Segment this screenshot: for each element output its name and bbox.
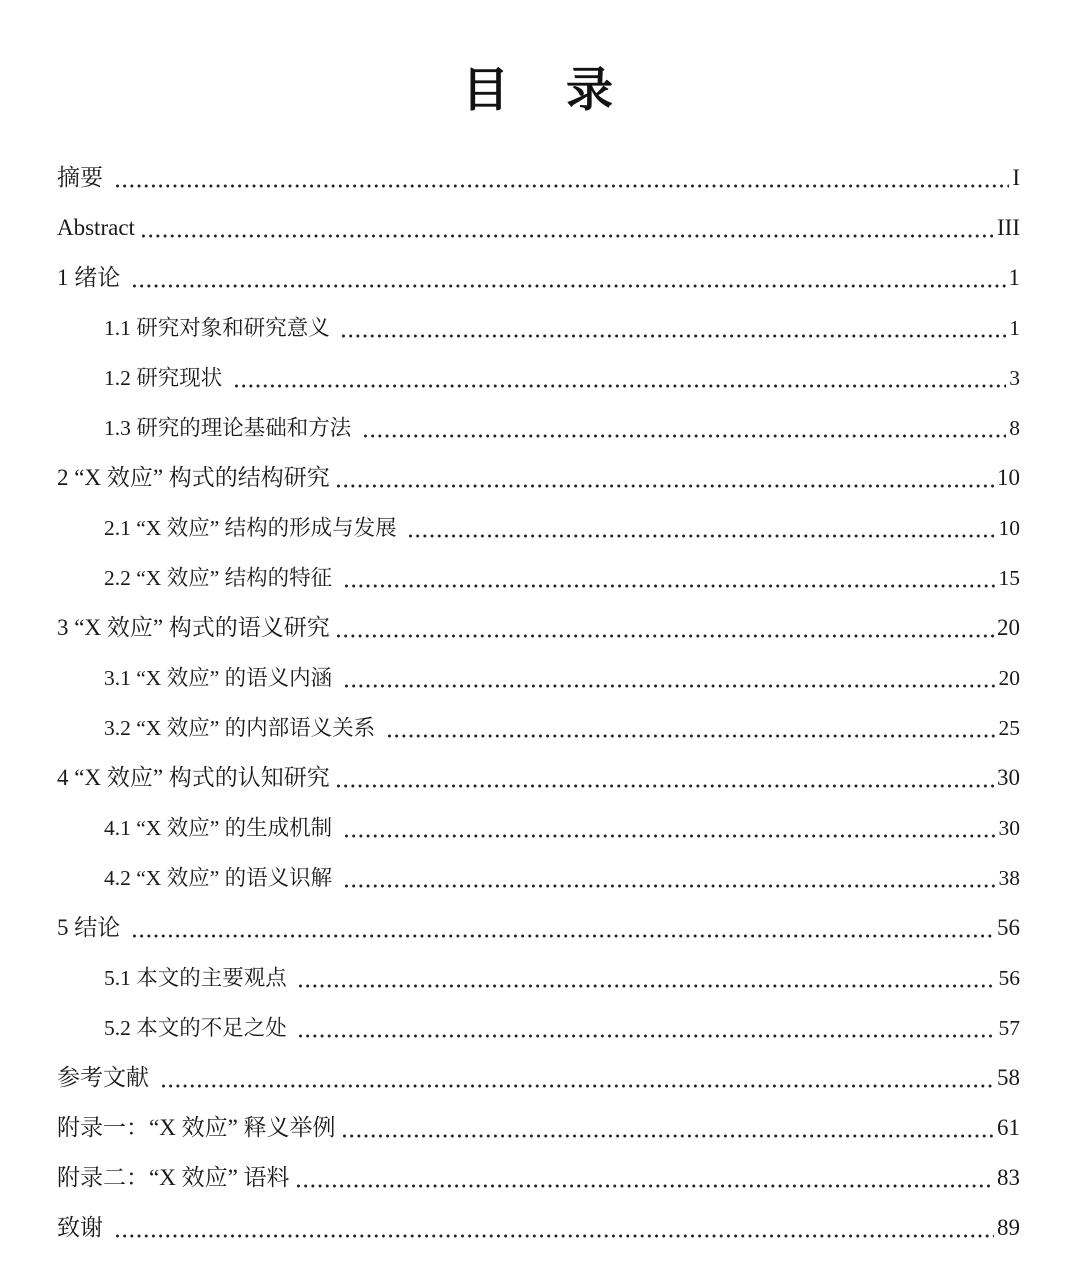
toc-entry-page-number: 30	[998, 816, 1020, 840]
toc-entry	[57, 1153, 1020, 1203]
toc-entry-label: Abstract	[57, 215, 135, 240]
toc-leader-dots	[299, 984, 995, 988]
toc-entry	[57, 253, 1020, 303]
toc-entry-label: 5.2 本文的不足之处	[104, 1016, 293, 1040]
toc-entry	[57, 903, 1020, 953]
toc-entry-page-number: 1	[1008, 265, 1020, 290]
toc-leader-dots	[142, 234, 994, 238]
toc-leader-dots	[162, 1084, 994, 1088]
toc-entry	[57, 403, 1020, 453]
toc-leader-dots	[342, 334, 1006, 338]
toc-leader-dots	[133, 934, 994, 938]
toc-leader-dots	[299, 1034, 995, 1038]
toc-entry	[57, 703, 1020, 753]
toc-leader-dots	[364, 434, 1007, 438]
toc-entry	[57, 853, 1020, 903]
toc-entry-label: 参考文献	[57, 1065, 155, 1090]
toc-entry-label: 附录一：“X 效应” 释义举例	[57, 1115, 336, 1140]
toc-leader-dots	[133, 284, 1006, 288]
toc-entry-page-number: 20	[998, 666, 1020, 690]
toc-entry-label: 5 结论	[57, 915, 126, 940]
toc-entry	[57, 1103, 1020, 1153]
toc-entry-page-number: I	[1012, 165, 1020, 190]
toc-entry-page-number: 89	[997, 1215, 1020, 1240]
toc-entry-page-number: 25	[998, 716, 1020, 740]
toc-entry	[57, 153, 1020, 203]
toc-entry-label: 4.1 “X 效应” 的生成机制	[104, 816, 338, 840]
toc-entry-label: 3 “X 效应” 构式的语义研究	[57, 615, 330, 640]
toc-entry-label: 摘要	[57, 165, 109, 190]
toc-leader-dots	[343, 1134, 994, 1138]
toc-entry-page-number: 15	[998, 566, 1020, 590]
toc-list	[57, 153, 1020, 1253]
toc-entry-page-number: 10	[998, 516, 1020, 540]
toc-leader-dots	[235, 384, 1007, 388]
toc-entry-page-number: 56	[997, 915, 1020, 940]
toc-entry	[57, 1053, 1020, 1103]
toc-entry-label: 3.1 “X 效应” 的语义内涵	[104, 666, 338, 690]
toc-entry	[57, 303, 1020, 353]
page-title: 目 录	[461, 63, 616, 116]
toc-entry-page-number: 61	[997, 1115, 1020, 1140]
toc-entry	[57, 1003, 1020, 1053]
toc-entry	[57, 803, 1020, 853]
toc-leader-dots	[116, 184, 1010, 188]
toc-entry-page-number: 58	[997, 1065, 1020, 1090]
toc-entry-page-number: 8	[1009, 416, 1020, 440]
toc-entry	[57, 453, 1020, 503]
toc-entry-page-number: 83	[997, 1165, 1020, 1190]
toc-entry-label: 2.2 “X 效应” 结构的特征	[104, 566, 338, 590]
toc-entry-label: 3.2 “X 效应” 的内部语义关系	[104, 716, 381, 740]
toc-entry-page-number: 10	[997, 465, 1020, 490]
toc-entry	[57, 203, 1020, 253]
toc-entry-label: 1.1 研究对象和研究意义	[104, 316, 336, 340]
toc-leader-dots	[297, 1184, 994, 1188]
toc-entry	[57, 1203, 1020, 1253]
toc-entry-label: 5.1 本文的主要观点	[104, 966, 293, 990]
toc-entry	[57, 653, 1020, 703]
toc-leader-dots	[388, 734, 996, 738]
toc-leader-dots	[337, 484, 994, 488]
toc-leader-dots	[345, 684, 996, 688]
toc-leader-dots	[337, 784, 994, 788]
toc-entry-page-number: 1	[1009, 316, 1020, 340]
toc-entry-page-number: 57	[998, 1016, 1020, 1040]
toc-entry-label: 2.1 “X 效应” 结构的形成与发展	[104, 516, 402, 540]
toc-entry-label: 4 “X 效应” 构式的认知研究	[57, 765, 330, 790]
toc-entry-page-number: 20	[997, 615, 1020, 640]
toc-entry	[57, 953, 1020, 1003]
toc-entry-label: 4.2 “X 效应” 的语义识解	[104, 866, 338, 890]
toc-entry	[57, 553, 1020, 603]
toc-entry-label: 附录二：“X 效应” 语料	[57, 1165, 290, 1190]
toc-leader-dots	[345, 584, 996, 588]
toc-entry	[57, 603, 1020, 653]
toc-entry-label: 2 “X 效应” 构式的结构研究	[57, 465, 330, 490]
toc-leader-dots	[116, 1234, 994, 1238]
toc-entry	[57, 353, 1020, 403]
toc-entry-page-number: 30	[997, 765, 1020, 790]
toc-entry-page-number: 56	[998, 966, 1020, 990]
toc-leader-dots	[409, 534, 996, 538]
toc-entry-page-number: 3	[1009, 366, 1020, 390]
toc-leader-dots	[337, 634, 994, 638]
toc-entry-label: 1.2 研究现状	[104, 366, 228, 390]
toc-leader-dots	[345, 834, 996, 838]
toc-leader-dots	[345, 884, 996, 888]
toc-entry-label: 致谢	[57, 1215, 109, 1240]
toc-entry-page-number: III	[997, 215, 1020, 240]
toc-entry	[57, 753, 1020, 803]
toc-entry-label: 1 绪论	[57, 265, 126, 290]
toc-entry	[57, 503, 1020, 553]
toc-entry-label: 1.3 研究的理论基础和方法	[104, 416, 357, 440]
toc-entry-page-number: 38	[998, 866, 1020, 890]
